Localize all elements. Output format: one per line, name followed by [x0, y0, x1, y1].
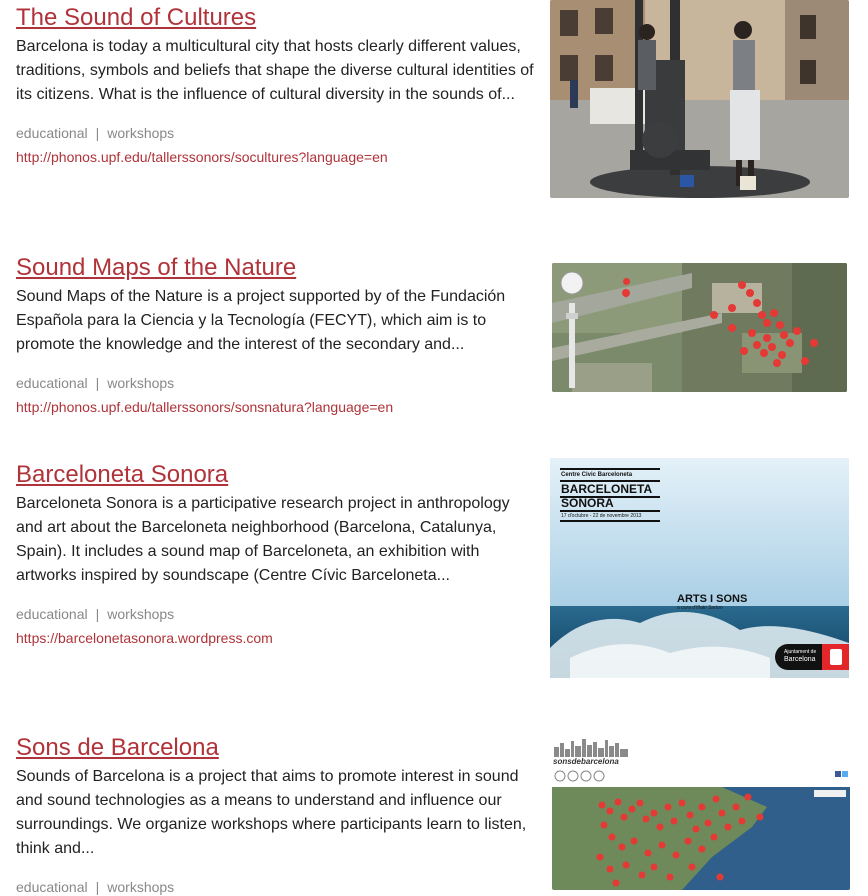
poster-dates: 17 d'octubre - 22 de novembre 2013 — [561, 513, 642, 519]
poster-title-line1: BARCELONETA — [561, 482, 653, 496]
entry-url-link[interactable]: https://barcelonetasonora.wordpress.com — [16, 630, 273, 646]
tag-educational[interactable]: educational — [16, 125, 88, 141]
entry-title-link[interactable]: The Sound of Cultures — [16, 4, 257, 31]
thumbnail-sound-maps[interactable] — [552, 263, 847, 392]
entry-description: Sound Maps of the Nature is a project supported by of the Fundación Española para la Ciencia y la Tecnología (FECYT), which aim is to promote the knowledge and the interest of the secondary and... — [16, 288, 506, 353]
tag-separator: | — [95, 606, 100, 622]
entry-tags — [16, 605, 536, 623]
entry-url-link[interactable]: http://phonos.upf.edu/tallerssonors/sonsnatura?language=en — [16, 399, 394, 415]
thumbnail-sons-de-barcelona[interactable] — [552, 737, 850, 890]
satellite-map-image — [552, 263, 847, 392]
tag-educational[interactable]: educational — [16, 606, 88, 622]
tag-workshops[interactable]: workshops — [107, 606, 175, 622]
thumbnail-sound-of-cultures[interactable] — [550, 0, 849, 198]
thumbnail-barceloneta-sonora[interactable] — [550, 458, 849, 678]
entry-description: Barcelona is today a multicultural city that hosts clearly different values, traditions, symbols and beliefs that shape the diverse cultural identities of its citizens. What is the influence of cultural diversity in the sounds of... — [16, 38, 534, 103]
entry-description: Sounds of Barcelona is a project that aims to promote interest in sound and sound technologies as a means to understand and influence our surroundings. We organize workshops where participants learn to listen, think and... — [16, 768, 527, 857]
sons-brand-logo: sonsdebarcelona — [553, 757, 619, 766]
poster-curator: a cura d'Iñaki Sarton — [677, 605, 723, 611]
entry-tags — [16, 124, 536, 142]
entry-title-link[interactable]: Barceloneta Sonora — [16, 461, 229, 488]
entry-sound-maps-of-the-nature — [16, 254, 536, 416]
tag-educational[interactable]: educational — [16, 375, 88, 391]
entry-title-link[interactable]: Sound Maps of the Nature — [16, 254, 297, 281]
barcelona-crest-icon — [830, 649, 842, 665]
entry-sons-de-barcelona — [16, 734, 536, 896]
street-scene-image — [550, 0, 849, 198]
poster-venue: Centre Civic Barceloneta — [561, 472, 633, 478]
poster-sponsor-line1: Ajuntament de — [784, 649, 817, 655]
entry-tags — [16, 374, 536, 392]
poster-subtitle: ARTS I SONS — [677, 593, 748, 605]
entry-barceloneta-sonora — [16, 461, 536, 647]
tag-separator: | — [95, 375, 100, 391]
entry-description: Barceloneta Sonora is a participative research project in anthropology and art about the Barceloneta neighborhood (Barcelona, Catalunya, Spain). It includes a sound map of Barceloneta, an exhibition with artworks inspired by soundscape (Centre Cívic Barceloneta... — [16, 495, 510, 584]
tag-workshops[interactable]: workshops — [107, 879, 175, 895]
entry-url-link[interactable]: http://phonos.upf.edu/tallerssonors/socultures?language=en — [16, 149, 388, 165]
tag-workshops[interactable]: workshops — [107, 125, 175, 141]
entry-title-link[interactable]: Sons de Barcelona — [16, 734, 219, 761]
poster-sponsor-line2: Barcelona — [784, 656, 816, 663]
tag-separator: | — [95, 125, 100, 141]
entry-tags — [16, 878, 536, 896]
tag-separator: | — [95, 879, 100, 895]
tag-workshops[interactable]: workshops — [107, 375, 175, 391]
poster-title-line2: SONORA — [561, 496, 614, 510]
entry-sound-of-cultures — [16, 4, 536, 166]
tag-educational[interactable]: educational — [16, 879, 88, 895]
